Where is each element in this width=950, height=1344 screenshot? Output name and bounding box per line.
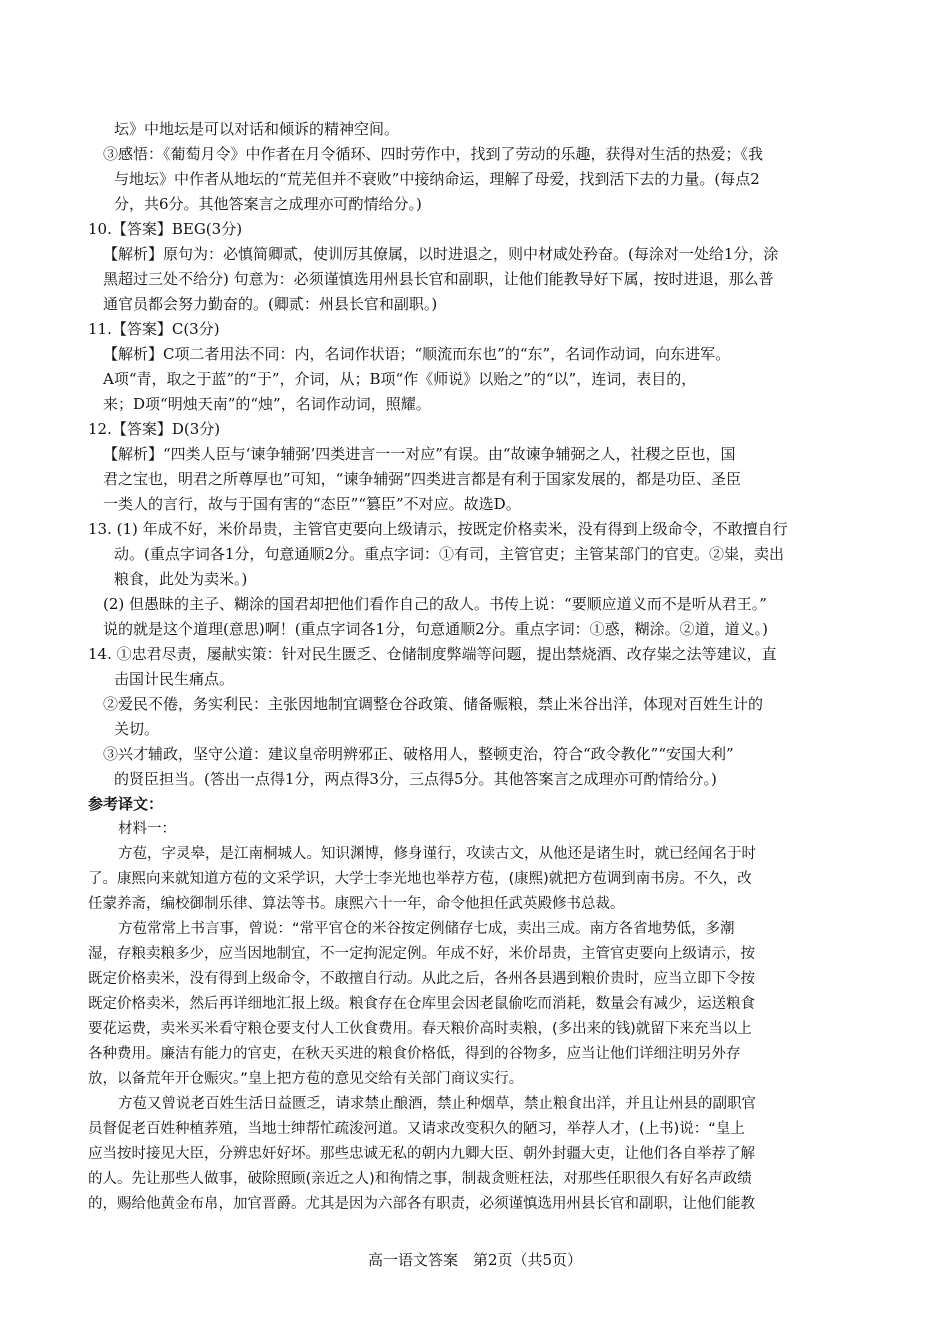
- translation-line: 方苞常常上书言事，曾说：“常平官仓的米谷按定例储存七成，卖出三成。南方各省地势低，多潮: [118, 921, 735, 937]
- translation-line: 各种费用。廉洁有能力的官吏，在秋天买进的粮食价格低，得到的谷物多，应当让他们详细注明另外存: [88, 1046, 741, 1062]
- translation-line: 员督促老百姓种植荞殖，当地士绅帮忙疏浚河道。又请求改变积久的陋习，举荐人才，(上书)说：“皇上: [88, 1121, 745, 1137]
- text-line: 关切。: [114, 720, 160, 738]
- text-line: 分，共6分。其他答案言之成理亦可酌情给分。): [114, 195, 422, 213]
- text-line: 动。(重点字词各1分，句意通顺2分。重点字词：①有司，主管官吏；主管某部门的官吏。②粜，卖出: [114, 545, 784, 563]
- material-label: 材料一：: [118, 821, 176, 837]
- translation-line: 方苞又曾说老百姓生活日益匮乏，请求禁止酿酒，禁止种烟草，禁止粮食出洋，并且让州县的副职官: [118, 1096, 756, 1112]
- page-footer: 高一语文答案 第2页（共5页）: [367, 1251, 583, 1269]
- text-line: 说的就是这个道理(意思)啊！(重点字词各1分，句意通顺2分。重点字词：①惑，糊涂。②道，道义。): [103, 620, 768, 638]
- answer-heading-14: 14. ①忠君尽责，屡献实策：针对民生匮乏、仓储制度弊端等问题，提出禁烧酒、改存粜之法等建议，直: [88, 645, 777, 663]
- translation-line: 既定价格卖米，然后再详细地汇报上级。粮食存在仓库里会因老鼠偷吃而消耗，数量会有减少，运送粮食: [88, 996, 755, 1012]
- translation-line: 方苞，字灵皋，是江南桐城人。知识渊博，修身谨行，攻读古文，从他还是诸生时，就已经闻名于时: [118, 846, 756, 862]
- translation-line: 的人。先让那些人做事，破除照顾(亲近之人)和徇情之事，制裁贪赃枉法，对那些任职很久有好名声政绩: [88, 1171, 752, 1187]
- translation-line: 任蒙养斋，编校御制乐律、算法等书。康熙六十一年，命令他担任武英殿修书总裁。: [88, 896, 625, 912]
- translation-line: 了。康熙向来就知道方苞的文采学识，大学士李光地也举荐方苞，(康熙)就把方苞调到南书房。不久，改: [88, 871, 752, 887]
- text-line: 与地坛》中作者从地坛的“荒芜但并不衰败”中接纳命运，理解了母爱，找到活下去的力量。(每点2: [114, 170, 760, 188]
- answer-heading-12: 12.【答案】D(3分): [88, 420, 221, 438]
- translation-line: 要花运费，卖米买米看守粮仓要支付人工伙食费用。春天粮价高时卖粮，(多出来的钱)就留下来充当以上: [88, 1021, 752, 1037]
- text-line: 君之宝也，明君之所尊厚也”可知，“谏争辅弼”四类进言都是有利于国家发展的，都是功臣、圣臣: [103, 470, 742, 488]
- text-line: 【解析】原句为：必慎简卿贰，使训厉其僚属，以时进退之，则中材咸处矜奋。(每涂对一处给1分，涂: [103, 245, 779, 263]
- translation-line: 湿，存粮卖粮多少，应当因地制宜，不一定拘泥定例。年成不好，米价昂贵，主管官吏要向上级请示，按: [88, 946, 755, 962]
- text-line: 一类人的言行，故与于国有害的“态臣”“篡臣”不对应。故选D。: [103, 495, 521, 513]
- text-line: A项“青，取之于蓝”的“于”，介词，从；B项“作《师说》以贻之”的“以”，连词，表目的，: [103, 370, 697, 388]
- text-line: (2) 但愚昧的主子、糊涂的国君却把他们看作自己的敌人。书传上说：“要顺应道义而不是听从君王。”: [103, 595, 767, 613]
- text-line: ③兴才辅政，坚守公道：建议皇帝明辨邪正、破格用人，整顿吏治，符合“政令教化”“安国大利”: [103, 745, 734, 763]
- answer-heading-11: 11.【答案】C(3分): [88, 320, 220, 338]
- text-line: 击国计民生痛点。: [114, 670, 235, 688]
- text-line: 坛》中地坛是可以对话和倾诉的精神空间。: [114, 120, 400, 138]
- text-line: 粮食，此处为卖米。): [114, 570, 248, 588]
- translation-line: 应当按时接见大臣，分辨忠奸好坏。那些忠诚无私的朝内九卿大臣、朝外封疆大吏，让他们各自举荐了解: [88, 1146, 755, 1162]
- translation-heading: 参考译文：: [88, 795, 164, 813]
- text-line: 的贤臣担当。(答出一点得1分，两点得3分，三点得5分。其他答案言之成理亦可酌情给分。): [114, 770, 717, 788]
- text-line: 黑超过三处不给分) 句意为：必须谨慎选用州县长官和副职，让他们能教导好下属，按时进退，那么普: [103, 270, 774, 288]
- text-line: ②爱民不倦，务实利民：主张因地制宜调整仓谷政策、储备赈粮，禁止米谷出洋，体现对百姓生计的: [103, 695, 764, 713]
- translation-line: 放，以备荒年开仓赈灾。”皇上把方苞的意见交给有关部门商议实行。: [88, 1071, 524, 1087]
- translation-line: 既定价格卖米，没有得到上级命令，不敢擅自行动。从此之后，各州各县遇到粮价贵时，应当立即下令按: [88, 971, 755, 987]
- answer-heading-10: 10.【答案】BEG(3分): [88, 220, 243, 238]
- text-line: 通官员都会努力勤奋的。(卿贰：州县长官和副职。): [103, 295, 438, 313]
- text-line: 来；D项“明烛天南”的“烛”，名词作动词，照耀。: [103, 395, 431, 413]
- answer-heading-13: 13. (1) 年成不好，米价昂贵，主管官吏要向上级请示，按既定价格卖米，没有得到上级命令，不敢擅自行: [88, 520, 788, 538]
- text-line: ③感悟：《葡萄月令》中作者在月令循环、四时劳作中，找到了劳动的乐趣，获得对生活的热爱；《我: [103, 145, 764, 163]
- translation-line: 的，赐给他黄金布帛，加官晋爵。尤其是因为六部各有职责，必须谨慎选用州县长官和副职，让他们能教: [88, 1196, 755, 1212]
- page-content: [88, 117, 870, 1217]
- text-line: 【解析】C项二者用法不同：内，名词作状语；“顺流而东也”的“东”，名词作动词，向东进军。: [103, 345, 731, 363]
- text-line: 【解析】“四类人臣与‘谏争辅弼’四类进言一一对应”有误。由“故谏争辅弼之人，社稷之臣也，国: [103, 445, 736, 463]
